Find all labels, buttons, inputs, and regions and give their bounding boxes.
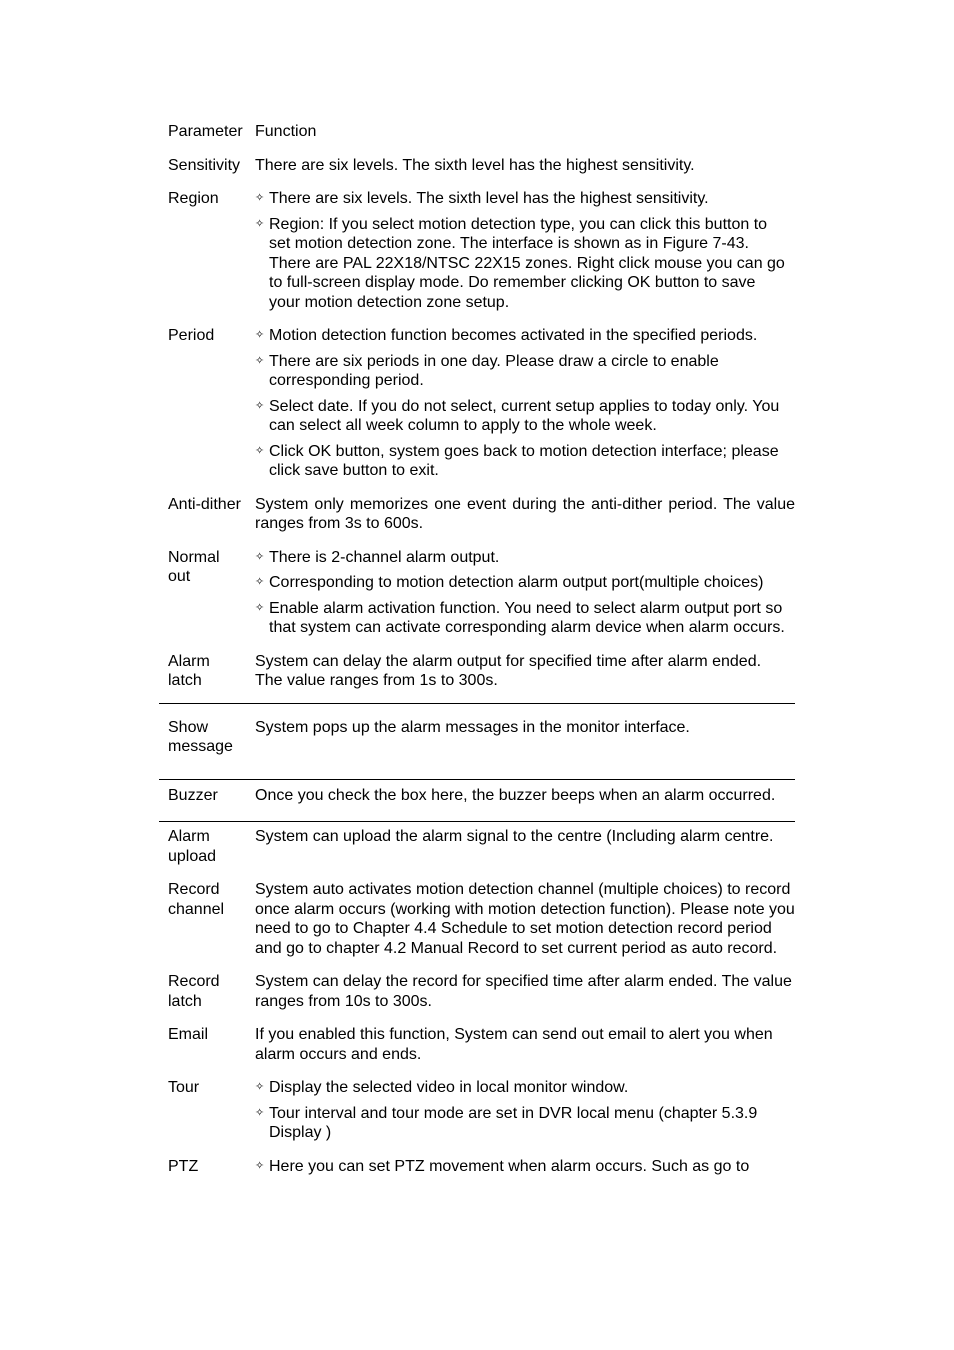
param-name: Region bbox=[168, 190, 219, 207]
bullet-item bbox=[255, 1078, 795, 1098]
diamond-bullet-icon: ✧ bbox=[255, 399, 265, 412]
bullet-text: Select date. If you do not select, current setup applies to today only. You can select all week column to apply to the whole week. bbox=[269, 397, 780, 434]
param-description: There are six levels. The sixth level has the highest sensitivity. bbox=[255, 156, 695, 174]
bullet-text: Motion detection function becomes activated in the specified periods. bbox=[269, 327, 758, 344]
table-row bbox=[159, 650, 795, 703]
param-bullets bbox=[255, 189, 795, 312]
param-name: Record channel bbox=[168, 881, 225, 918]
table-row bbox=[159, 1155, 795, 1189]
header-function: Function bbox=[255, 123, 317, 140]
table-row bbox=[159, 154, 795, 188]
bullet-item bbox=[255, 397, 795, 436]
bullet-text: Here you can set PTZ movement when alarm occurs. Such as go to bbox=[269, 1157, 750, 1175]
bullet-item bbox=[255, 352, 795, 391]
param-name: Show message bbox=[168, 718, 233, 755]
table-row bbox=[159, 546, 795, 650]
diamond-bullet-icon: ✧ bbox=[255, 217, 265, 230]
param-name: PTZ bbox=[168, 1157, 199, 1175]
diamond-bullet-icon: ✧ bbox=[255, 1081, 265, 1093]
param-name: Record latch bbox=[168, 973, 220, 1010]
bullet-item bbox=[255, 189, 795, 209]
bullet-item bbox=[255, 1104, 795, 1143]
bullet-text: Tour interval and tour mode are set in DVR local menu (chapter 5.3.9 Display ) bbox=[269, 1104, 758, 1141]
bullet-item bbox=[255, 1157, 795, 1177]
param-name: Normal out bbox=[168, 548, 220, 585]
table-row bbox=[159, 822, 795, 878]
param-bullets bbox=[255, 326, 795, 481]
param-name: Tour bbox=[168, 1079, 200, 1096]
description-line: System can delay the alarm output for specified time after alarm ended. bbox=[255, 652, 762, 670]
param-description: System can delay the record for specified time after alarm ended. The value ranges from 10s to 300s. bbox=[255, 973, 792, 1010]
diamond-bullet-icon: ✧ bbox=[255, 1106, 265, 1119]
table-row bbox=[159, 780, 795, 823]
param-name: Buzzer bbox=[168, 786, 218, 804]
param-name: Alarm upload bbox=[168, 828, 217, 865]
diamond-bullet-icon: ✧ bbox=[255, 1159, 265, 1172]
bullet-item bbox=[255, 548, 795, 568]
param-description: If you enabled this function, System can send out email to alert you when alarm occurs and ends. bbox=[255, 1026, 773, 1063]
table-row bbox=[159, 1076, 795, 1155]
diamond-bullet-icon: ✧ bbox=[255, 354, 265, 367]
param-bullets bbox=[255, 1157, 795, 1177]
header-parameter: Parameter bbox=[168, 123, 243, 140]
bullet-item bbox=[255, 573, 795, 593]
param-description: System only memorizes one event during the anti-dither period. The value ranges from 3s to 600s. bbox=[255, 495, 795, 532]
bullet-text: Click OK button, system goes back to motion detection interface; please click save button to exit. bbox=[269, 442, 779, 479]
param-bullets bbox=[255, 548, 795, 638]
bullet-item bbox=[255, 326, 795, 346]
bullet-text: Display the selected video in local monitor window. bbox=[269, 1079, 629, 1096]
bullet-item bbox=[255, 599, 795, 638]
table-row bbox=[159, 187, 795, 324]
table-row bbox=[159, 1023, 795, 1076]
table-row bbox=[159, 324, 795, 493]
param-description bbox=[255, 652, 795, 691]
diamond-bullet-icon: ✧ bbox=[255, 601, 265, 614]
bullet-item bbox=[255, 442, 795, 481]
param-description: System auto activates motion detection channel (multiple choices) to record once alarm occurs (working with motion detection function). Please note you need to go to Chapter 4.4 Schedule to set motion detection record period and go to chapter 4.2 Manual Record to set current period as auto record. bbox=[255, 881, 795, 957]
param-name: Anti-dither bbox=[168, 495, 241, 513]
table-row bbox=[159, 703, 795, 780]
bullet-item bbox=[255, 215, 795, 313]
param-description: System pops up the alarm messages in the monitor interface. bbox=[255, 718, 690, 736]
table-row bbox=[159, 970, 795, 1023]
diamond-bullet-icon: ✧ bbox=[255, 329, 265, 341]
bullet-text: There are six levels. The sixth level has the highest sensitivity. bbox=[269, 190, 709, 207]
description-line: The value ranges from 1s to 300s. bbox=[255, 672, 498, 689]
diamond-bullet-icon: ✧ bbox=[255, 576, 265, 588]
param-name: Period bbox=[168, 327, 215, 344]
param-name: Alarm latch bbox=[168, 652, 210, 689]
diamond-bullet-icon: ✧ bbox=[255, 550, 265, 563]
diamond-bullet-icon: ✧ bbox=[255, 192, 265, 204]
param-description: System can upload the alarm signal to the centre (Including alarm centre. bbox=[255, 828, 774, 845]
param-bullets bbox=[255, 1078, 795, 1143]
diamond-bullet-icon: ✧ bbox=[255, 444, 265, 457]
parameter-table bbox=[159, 120, 795, 1188]
bullet-text: There are six periods in one day. Please draw a circle to enable corresponding period. bbox=[269, 352, 719, 389]
table-header bbox=[159, 120, 795, 154]
param-description: Once you check the box here, the buzzer beeps when an alarm occurred. bbox=[255, 786, 776, 804]
bullet-text: Region: If you select motion detection type, you can click this button to set motion detection zone. The interface is shown as in Figure 7-43. There are PAL 22X18/NTSC 22X15 zones. Right click mouse you can go to full-screen display mode. Do remember clicking OK button to save your motion detection zone setup. bbox=[269, 215, 785, 311]
table-row bbox=[159, 493, 795, 546]
bullet-text: There is 2-channel alarm output. bbox=[269, 548, 500, 566]
param-name: Sensitivity bbox=[168, 156, 241, 174]
param-name: Email bbox=[168, 1026, 209, 1043]
bullet-text: Corresponding to motion detection alarm output port(multiple choices) bbox=[269, 574, 764, 591]
bullet-text: Enable alarm activation function. You need to select alarm output port so that system can activate corresponding alarm device when alarm occurs. bbox=[269, 599, 785, 636]
table-row bbox=[159, 878, 795, 970]
